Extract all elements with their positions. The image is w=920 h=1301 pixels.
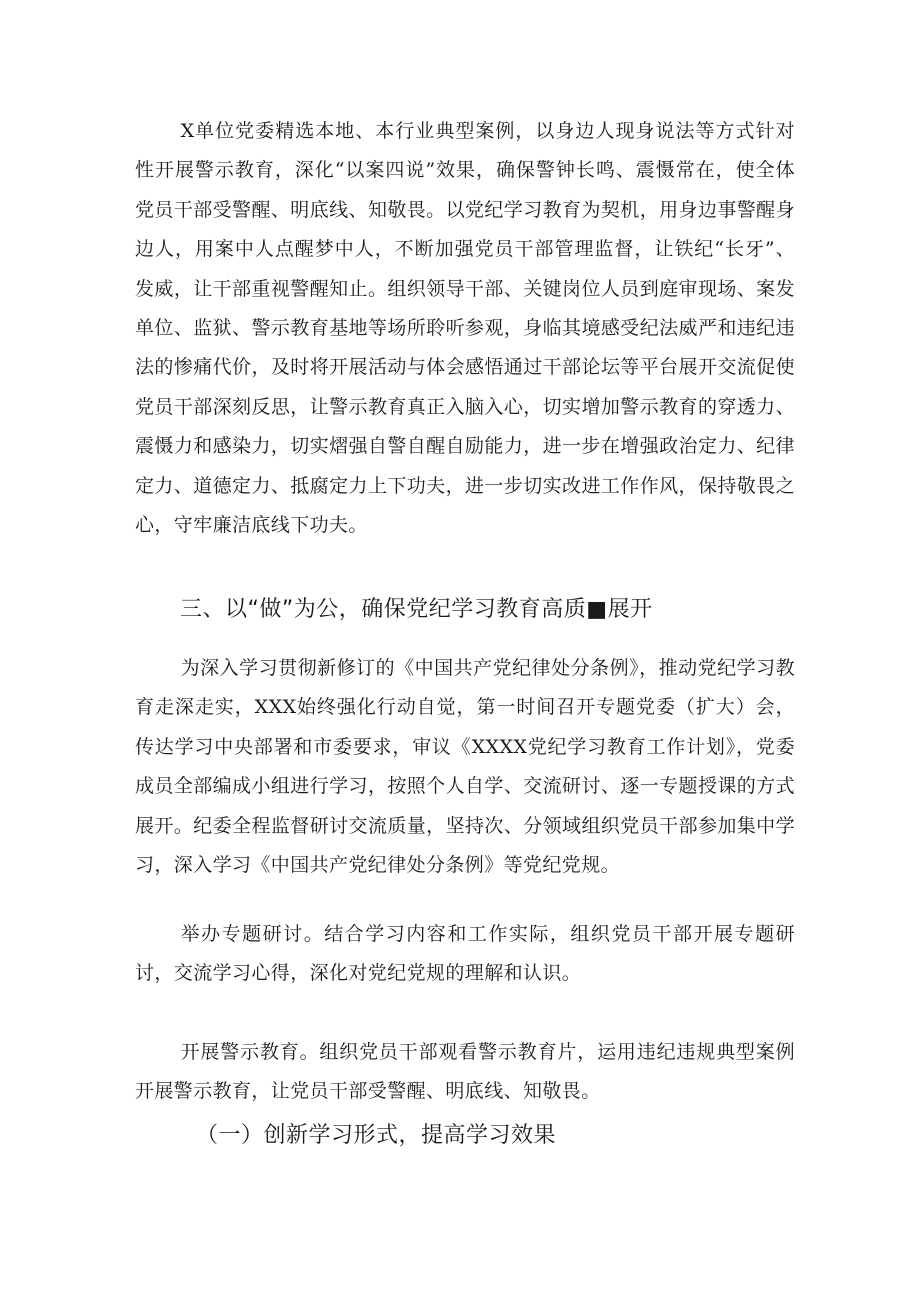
section-heading-3: 三、以“做”为公，确保党纪学习教育高质■展开 (180, 597, 653, 622)
paragraph-warning-films: 开展警示教育。组织党员干部观看警示教育片，运用违纪违规典型案例开展警示教育，让党员干部受警醒、明底线、知敬畏。 (135, 1041, 795, 1103)
paragraph-warning-education: X单位党委精选本地、本行业典型案例，以身边人现身说法等方式针对性开展警示教育，深化“以案四说”效果，确保警钟长鸣、震慑常在，使全体党员干部受警醒、明底线、知敬畏。以党纪学习教育为契机，用身边事警醒身边人，用案中人点醒梦中人，不断加强党员干部管理监督，让铁纪“长牙”、发威，让干部重视警醒知止。组织领导干部、关键岗位人员到庭审现场、案发单位、监狱、警示教育基地等场所聆听参观，身临其境感受纪法威严和违纪违法的惨痛代价，及时将开展活动与体会感悟通过干部论坛等平台展开交流促使党员干部深刻反思，让警示教育真正入脑入心，切实增加警示教育的穿透力、震慑力和感染力，切实熠强自警自醒自励能力，进一步在增强政治定力、纪律定力、道德定力、抵腐定力上下功夫，进一步切实改进工作作风，保持敬畏之心，守牢廉洁底线下功夫。 (135, 120, 795, 537)
paragraph-study-regulations: 为深入学习贯彻新修订的《中国共产党纪律处分条例》，推动党纪学习教育走深走实，XXX始终强化行动自觉，第一时间召开专题党委（扩大）会，传达学习中央部署和市委要求，审议《XXXX党纪学习教育工作计划》，党委成员全部编成小组进行学习，按照个人自学、交流研讨、逐一专题授课的方式展开。纪委全程监督研讨交流质量，坚持次、分领域组织党员干部参加集中学习，深入学习《中国共产党纪律处分条例》等党纪党规。 (135, 657, 795, 877)
subheading-innovate-study: （一）创新学习形式，提高学习效果 (196, 1123, 557, 1148)
paragraph-seminar: 举办专题研讨。结合学习内容和工作实际，组织党员干部开展专题研讨，交流学习心得，深化对党纪党规的理解和认识。 (135, 923, 795, 985)
